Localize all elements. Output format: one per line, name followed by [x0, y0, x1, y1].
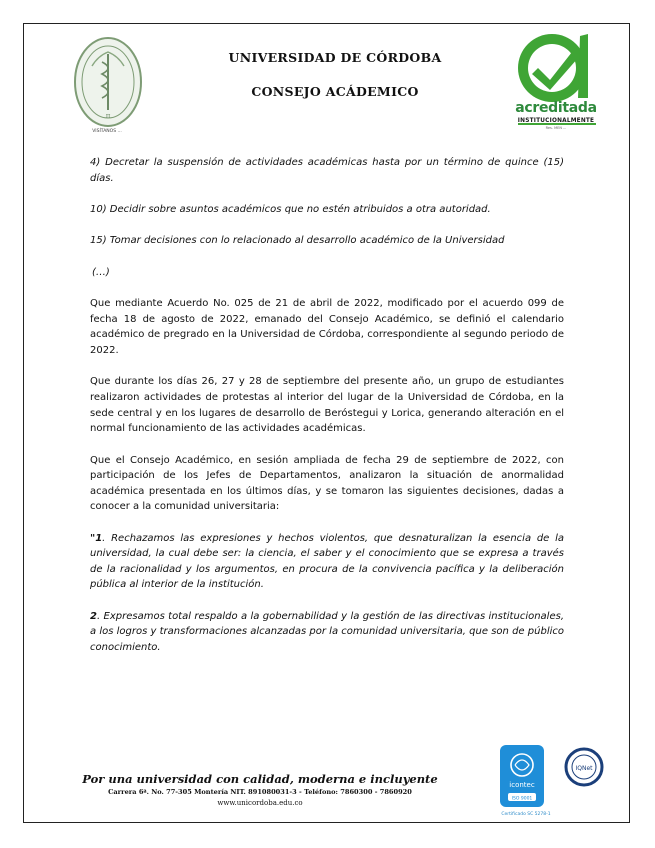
accreditation-fineprint: Res. MEN ...	[545, 126, 567, 130]
decision-2-number: 2	[90, 610, 97, 622]
icontec-logo-icon	[500, 745, 544, 807]
accreditation-subtitle: INSTITUCIONALMENTE	[517, 118, 595, 124]
accreditation-word: acreditada	[515, 100, 597, 116]
iqnet-label: IQNet	[575, 765, 593, 772]
document-body	[90, 155, 564, 671]
decision-2-text: . Expresamos total respaldo a la gobernabilidad y la gestión de las directivas institucionales, a los logros y transformaciones alcanzadas por la comunidad universitaria, que son de público conocimiento.	[90, 610, 564, 654]
item-10: 10) Decidir sobre asuntos académicos que no estén atribuidos a otra autoridad.	[90, 203, 491, 215]
certificate-number: Certificado SC 5278-1	[501, 812, 551, 817]
footer-slogan: Por una universidad con calidad, moderna e incluyente	[82, 772, 438, 786]
decision-1	[90, 531, 564, 593]
university-seal-icon	[72, 36, 144, 132]
iqnet-logo-icon	[564, 747, 604, 787]
footer-address: Carrera 6ª. No. 77-305 Montería NIT. 891080031-3 - Teléfono: 7860300 - 7860920	[108, 788, 412, 796]
seal-caption: VISÍTANOS ...	[92, 129, 122, 134]
university-title: UNIVERSIDAD DE CÓRDOBA	[228, 50, 442, 65]
paragraph-consejo: Que el Consejo Académico, en sesión ampliada de fecha 29 de septiembre de 2022, con participación de los Jefes de Departamentos, analizaron la situación de anormalidad académica presentada en los últimos días, y se tomaron las siguientes decisiones, dadas a conocer a la comunidad universitaria:	[90, 454, 564, 513]
paragraph-acuerdo: Que mediante Acuerdo No. 025 de 21 de abril de 2022, modificado por el acuerdo 099 de fecha 18 de agosto de 2022, emanado del Consejo Académico, se definió el calendario académico de pregrado en la Universidad de Córdoba, correspondiente al segundo periodo de 2022.	[90, 298, 564, 356]
svg-text:π: π	[105, 112, 111, 120]
council-title: CONSEJO ACÁDEMICO	[251, 84, 419, 99]
item-15: 15) Tomar decisiones con lo relacionado al desarrollo académico de la Universidad	[90, 235, 505, 247]
ellipsis: (…)	[92, 266, 110, 278]
decision-1-number: "1	[90, 532, 103, 544]
decision-1-text: . Rechazamos las expresiones y hechos violentos, que desnaturalizan la esencia de la universidad, la cual debe ser: la ciencia, el saber y el conocimiento que se expresa a través de la racionalidad y los argumentos, en procura de la convivencia pacífica y la deliberación pública al interior de la institución.	[90, 532, 564, 591]
item-4: 4) Decretar la suspensión de actividades académicas hasta por un término de quince (15) días.	[90, 157, 564, 184]
iso-label: ISO 9001	[511, 796, 533, 802]
paragraph-protestas: Que durante los días 26, 27 y 28 de septiembre del presente año, un grupo de estudiantes realizaron actividades de protestas al interior del lugar de la Universidad de Córdoba, en la sede central y en los lugares de desarrollo de Beróstegui y Lorica, generando alteración en el normal funcionamiento de las actividades académicas.	[90, 376, 564, 435]
decision-2	[90, 609, 564, 656]
icontec-label: icontec	[509, 781, 535, 789]
footer-website[interactable]: www.unicordoba.edu.co	[217, 799, 303, 807]
